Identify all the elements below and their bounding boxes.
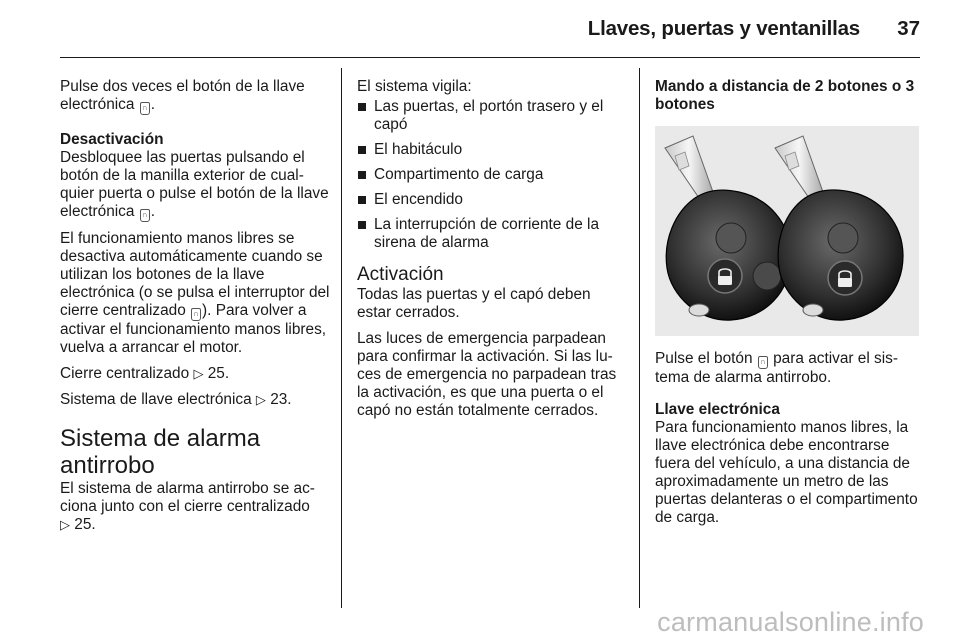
unlock-icon: ∩ bbox=[140, 209, 150, 222]
column-divider-2 bbox=[639, 68, 640, 608]
lock-icon: ∩ bbox=[140, 102, 150, 115]
list-item: El habitáculo bbox=[357, 141, 625, 159]
remote-heading: Mando a distancia de 2 botones o 3 botones bbox=[655, 78, 915, 113]
watermark: carmanualsonline.info bbox=[657, 607, 924, 637]
central-lock-icon: ∩ bbox=[191, 308, 201, 321]
key-fob-image bbox=[655, 126, 919, 336]
page-ref-icon: ▷ bbox=[60, 517, 70, 532]
activation-paragraph: Todas las puertas y el capó deben estar cerrados. bbox=[357, 286, 591, 321]
list-item: El encendido bbox=[357, 191, 625, 209]
activation-title: Activación bbox=[357, 264, 444, 285]
lock-icon: ∩ bbox=[758, 356, 768, 369]
monitored-list bbox=[357, 98, 625, 252]
handsfree-paragraph: El funcionamiento manos libres se desactiva automáticamente cuando se utilizan los botones de la llave electrónica (o se pulsa el interruptor del cierre centralizado ∩ ). Para volver a activar el funcionamiento manos libres, vuelva a arrancar el motor. bbox=[60, 230, 330, 356]
page-number: 37 bbox=[897, 17, 920, 40]
monitors-intro: El sistema vigila: bbox=[357, 78, 472, 95]
remote-keys-illustration bbox=[655, 126, 919, 336]
alarm-paragraph: El sistema de alarma antirrobo se acciona junto con el cierre centralizado ▷ 25. bbox=[60, 480, 315, 533]
page-ref-icon: ▷ bbox=[193, 366, 204, 381]
electronic-key-paragraph: Para funcionamiento manos libres, la llave electrónica debe encontrarse fuera del vehículo, a una distancia de aproximadamente un metro de las puertas delanteras o el compartimento de carga. bbox=[655, 419, 918, 526]
column-1 bbox=[60, 78, 332, 542]
deactivation-paragraph: Desbloquee las puertas pulsando el botón de la manilla exterior de cualquier puerta o pulse el botón de la llave electrónica ∩ . bbox=[60, 149, 329, 220]
electronic-key-heading: Llave electrónica bbox=[655, 401, 780, 418]
list-item: La interrupción de corriente de la sirena de alarma bbox=[357, 216, 625, 252]
alarm-section-title: Sistema de alarma antirrobo bbox=[60, 425, 261, 479]
list-item: Compartimento de carga bbox=[357, 166, 625, 184]
column-3 bbox=[655, 78, 923, 535]
header-title: Llaves, puertas y ventanillas bbox=[587, 17, 860, 40]
header-rule bbox=[60, 57, 920, 58]
press-button-paragraph: Pulse el botón ∩ para activar el sistema de alarma antirrobo. bbox=[655, 350, 899, 386]
column-divider-1 bbox=[341, 68, 342, 608]
deactivation-heading: Desactivación bbox=[60, 131, 164, 148]
column-2 bbox=[357, 78, 625, 428]
intro-paragraph: Pulse dos veces el botón de la llave electrónica ∩ . bbox=[60, 78, 305, 113]
reference-key-system[interactable]: Sistema de llave electrónica ▷ 23. bbox=[60, 391, 292, 408]
emergency-lights-paragraph: Las luces de emergencia parpadean para confirmar la activación. Si las luces de emergencia no parpadean tras la activación, es que una puerta o el capó no están totalmente cerrados. bbox=[357, 330, 617, 419]
reference-central-locking[interactable]: Cierre centralizado ▷ 25. bbox=[60, 365, 230, 382]
page-ref-icon: ▷ bbox=[255, 392, 266, 407]
list-item: Las puertas, el portón trasero y el capó bbox=[357, 98, 625, 134]
